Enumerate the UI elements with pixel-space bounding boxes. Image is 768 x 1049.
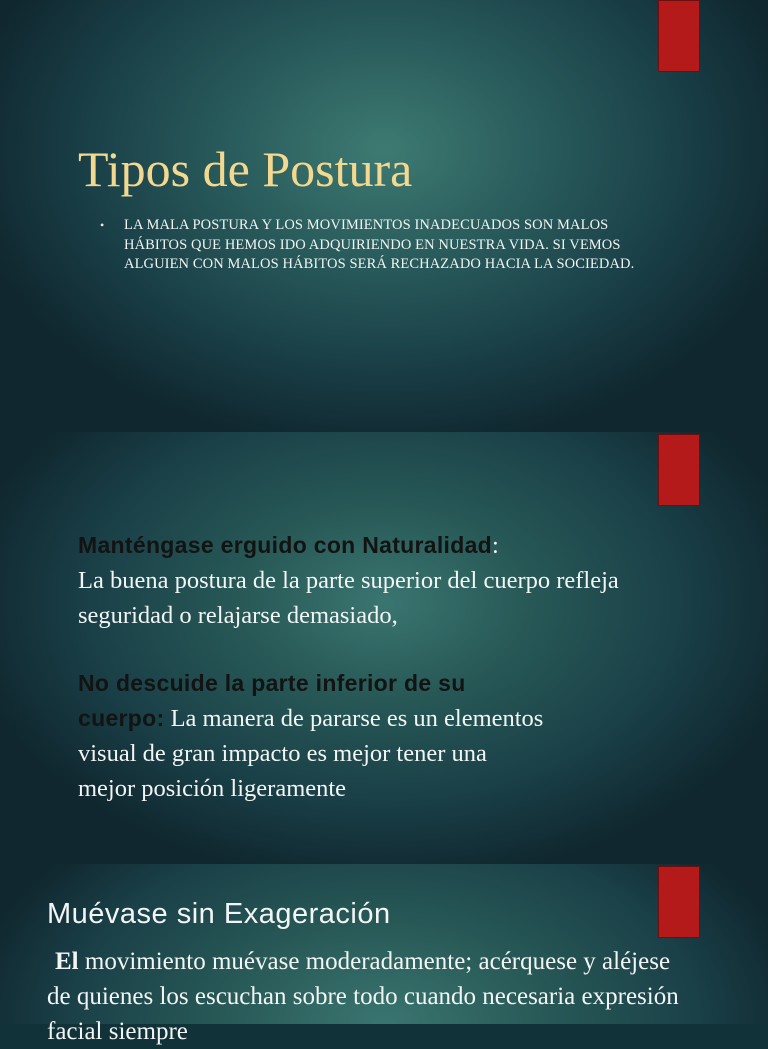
paragraph-movement [47, 944, 687, 1049]
paragraph-lead: Manténgase erguido con Naturalidad [78, 532, 493, 558]
paragraph-lower-body [78, 666, 548, 806]
bullet-text: LA MALA POSTURA Y LOS MOVIMIENTOS INADECUADOS SON MALOS HÁBITOS QUE HEMOS IDO ADQUIRIENDO EN NUESTRA VIDA. SI VEMOS ALGUIEN CON MALOS HÁBITOS SERÁ RECHAZADO HACIA LA SOCIEDAD. [124, 217, 635, 272]
slide-1 [0, 0, 768, 432]
paragraph-lead: No descuide la parte inferior de su cuerpo: [78, 670, 466, 731]
red-accent-tab [658, 0, 700, 72]
paragraph-bold-word: El [55, 948, 79, 975]
bullet-item [100, 216, 660, 275]
slide-2 [0, 432, 768, 864]
red-accent-tab [658, 866, 700, 938]
slide-title: Muévase sin Exageración [47, 898, 391, 930]
paragraph-text: La buena postura de la parte superior del cuerpo refleja seguridad o relajarse demasiado, [78, 567, 619, 629]
bullet-marker: • [100, 218, 105, 232]
paragraph-text: La manera de pararse es un elementos visual de gran impacto es mejor tener una mejor posición ligeramente [78, 705, 544, 802]
slide-title: Tipos de Postura [78, 141, 413, 197]
paragraph-colon: : [492, 532, 499, 559]
paragraph-upright [78, 528, 678, 633]
slide-3 [0, 864, 768, 1045]
paragraph-text: movimiento muévase moderadamente; acérquese y aléjese de quienes los escuchan sobre todo cuando necesaria expresión facial siempre [47, 948, 679, 1045]
red-accent-tab [658, 434, 700, 506]
